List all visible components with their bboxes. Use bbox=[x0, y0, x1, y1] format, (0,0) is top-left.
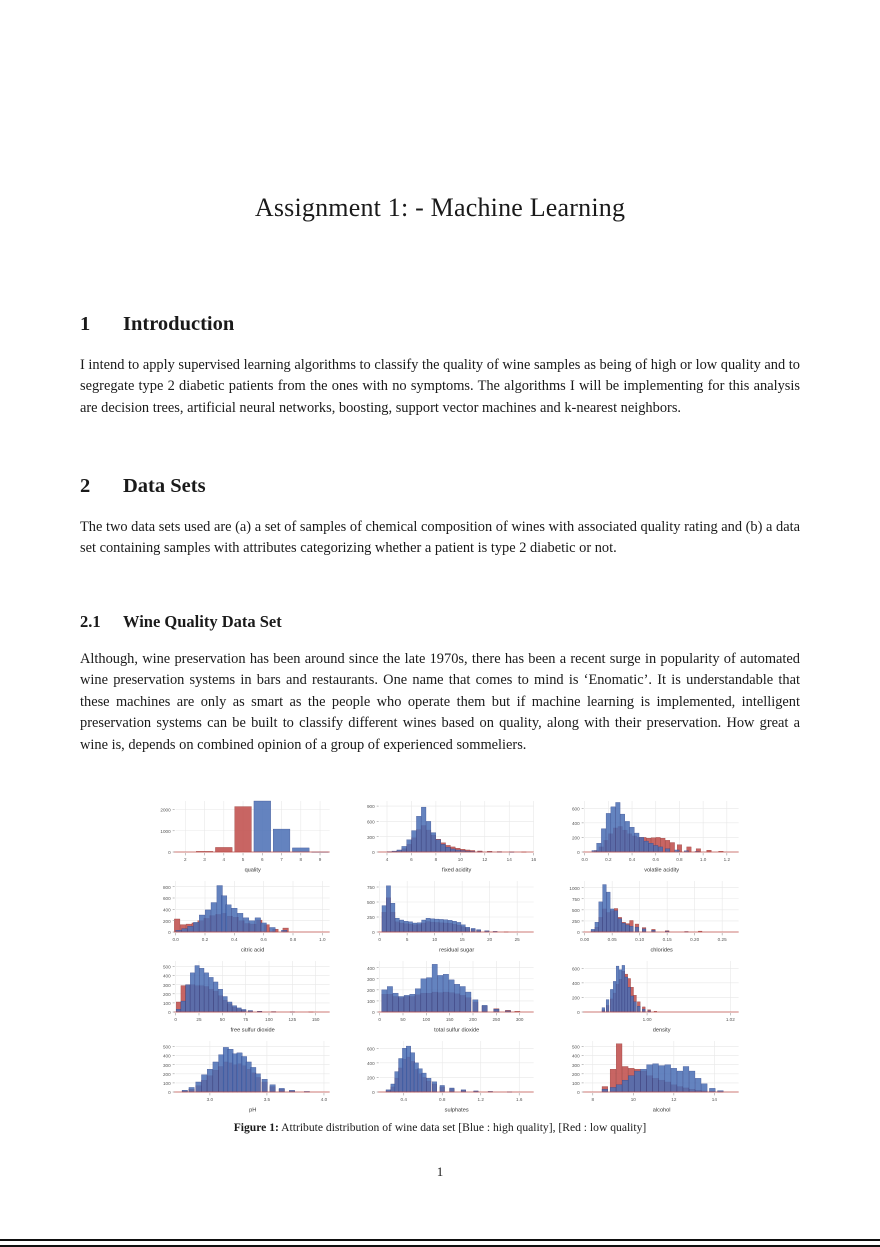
svg-text:10: 10 bbox=[630, 1097, 636, 1103]
svg-text:0: 0 bbox=[378, 937, 382, 943]
page-title: Assignment 1: - Machine Learning bbox=[254, 193, 626, 222]
chart-pH bbox=[135, 1035, 336, 1114]
svg-text:0.0: 0.0 bbox=[172, 937, 179, 943]
svg-text:100: 100 bbox=[422, 1017, 431, 1023]
page-number: 1 bbox=[436, 1164, 444, 1179]
footer-rule-top bbox=[0, 1239, 880, 1241]
svg-text:0.25: 0.25 bbox=[717, 937, 727, 943]
svg-text:1.02: 1.02 bbox=[725, 1017, 735, 1023]
svg-text:1.0: 1.0 bbox=[319, 937, 326, 943]
svg-text:fixed acidity: fixed acidity bbox=[442, 867, 472, 874]
svg-text:0: 0 bbox=[168, 850, 171, 856]
section-number-2-1: 2.1 bbox=[80, 612, 101, 631]
svg-text:2000: 2000 bbox=[160, 807, 171, 813]
svg-text:12: 12 bbox=[482, 857, 488, 863]
svg-text:0: 0 bbox=[372, 930, 375, 936]
svg-text:3.5: 3.5 bbox=[263, 1097, 271, 1103]
svg-text:600: 600 bbox=[162, 896, 171, 902]
svg-text:125: 125 bbox=[288, 1017, 297, 1023]
chart-citric-acid bbox=[135, 875, 336, 954]
svg-text:0: 0 bbox=[378, 1017, 382, 1023]
figure-caption-text: Attribute distribution of wine data set [Blue : high quality], [Red : low quality] bbox=[281, 1121, 647, 1134]
svg-text:0.4: 0.4 bbox=[231, 937, 238, 943]
section-title-2-1: Wine Quality Data Set bbox=[123, 612, 282, 631]
svg-text:100: 100 bbox=[162, 1000, 171, 1006]
svg-text:200: 200 bbox=[571, 995, 580, 1001]
svg-text:300: 300 bbox=[516, 1017, 524, 1023]
svg-text:0.4: 0.4 bbox=[400, 1097, 408, 1103]
svg-text:0.2: 0.2 bbox=[201, 937, 209, 943]
svg-text:14: 14 bbox=[711, 1097, 717, 1103]
svg-text:500: 500 bbox=[571, 1044, 580, 1050]
svg-text:400: 400 bbox=[571, 1053, 580, 1059]
svg-text:250: 250 bbox=[571, 919, 580, 925]
svg-text:2: 2 bbox=[184, 857, 187, 863]
section-heading-2-1 bbox=[80, 612, 282, 632]
svg-text:200: 200 bbox=[162, 918, 171, 924]
svg-text:citric acid: citric acid bbox=[241, 947, 265, 954]
svg-text:0.8: 0.8 bbox=[289, 937, 297, 943]
svg-text:750: 750 bbox=[367, 885, 375, 891]
chart-sulphates bbox=[339, 1035, 540, 1114]
svg-text:1.2: 1.2 bbox=[477, 1097, 485, 1103]
svg-text:0.6: 0.6 bbox=[260, 937, 267, 943]
svg-text:0: 0 bbox=[168, 930, 171, 936]
svg-text:600: 600 bbox=[571, 966, 580, 972]
section-heading-2 bbox=[80, 475, 206, 498]
svg-text:600: 600 bbox=[367, 1046, 375, 1052]
svg-text:300: 300 bbox=[162, 1062, 171, 1068]
chart-total-sulfur-dioxide bbox=[339, 955, 540, 1034]
svg-text:free sulfur dioxide: free sulfur dioxide bbox=[230, 1027, 275, 1034]
chart-density bbox=[544, 955, 745, 1034]
svg-text:100: 100 bbox=[162, 1080, 171, 1086]
svg-text:100: 100 bbox=[265, 1017, 273, 1023]
section-number-2: 2 bbox=[80, 475, 91, 497]
svg-text:8: 8 bbox=[299, 857, 303, 863]
chart-volatile-acidity bbox=[544, 795, 745, 874]
svg-text:300: 300 bbox=[367, 976, 375, 982]
svg-text:400: 400 bbox=[162, 1053, 171, 1059]
svg-text:25: 25 bbox=[196, 1017, 202, 1023]
svg-text:pH: pH bbox=[249, 1107, 257, 1114]
svg-text:4: 4 bbox=[386, 857, 389, 863]
svg-text:10: 10 bbox=[458, 857, 464, 863]
svg-text:150: 150 bbox=[446, 1017, 454, 1023]
svg-text:0.8: 0.8 bbox=[439, 1097, 446, 1103]
svg-text:150: 150 bbox=[311, 1017, 320, 1023]
svg-text:800: 800 bbox=[162, 884, 171, 890]
svg-text:75: 75 bbox=[243, 1017, 249, 1023]
svg-text:0.4: 0.4 bbox=[628, 857, 635, 863]
svg-text:250: 250 bbox=[492, 1017, 501, 1023]
svg-text:500: 500 bbox=[571, 907, 580, 913]
svg-text:0: 0 bbox=[372, 1090, 375, 1096]
svg-text:200: 200 bbox=[162, 991, 171, 997]
svg-text:500: 500 bbox=[367, 900, 375, 906]
svg-text:600: 600 bbox=[367, 819, 375, 825]
svg-text:400: 400 bbox=[571, 980, 580, 986]
svg-text:0: 0 bbox=[372, 1010, 375, 1016]
svg-text:400: 400 bbox=[162, 907, 171, 913]
svg-text:400: 400 bbox=[162, 973, 171, 979]
svg-text:8: 8 bbox=[434, 857, 438, 863]
svg-text:100: 100 bbox=[571, 1080, 580, 1086]
svg-text:750: 750 bbox=[571, 896, 580, 902]
svg-text:5: 5 bbox=[241, 857, 245, 863]
svg-text:8: 8 bbox=[591, 1097, 594, 1103]
svg-text:200: 200 bbox=[367, 1075, 375, 1081]
figure-1 bbox=[135, 795, 745, 1114]
svg-text:200: 200 bbox=[367, 987, 375, 993]
svg-text:400: 400 bbox=[367, 1060, 375, 1066]
svg-text:400: 400 bbox=[367, 965, 375, 971]
svg-text:0: 0 bbox=[168, 1010, 171, 1016]
svg-text:50: 50 bbox=[219, 1017, 225, 1023]
svg-text:0.00: 0.00 bbox=[579, 937, 589, 943]
svg-text:0.10: 0.10 bbox=[634, 937, 644, 943]
chart-grid bbox=[135, 795, 745, 1114]
svg-text:0: 0 bbox=[576, 1090, 580, 1096]
svg-text:100: 100 bbox=[367, 999, 375, 1005]
svg-text:0: 0 bbox=[372, 850, 375, 856]
svg-text:250: 250 bbox=[367, 915, 375, 921]
svg-text:200: 200 bbox=[571, 835, 580, 841]
svg-text:300: 300 bbox=[162, 982, 171, 988]
svg-text:0.05: 0.05 bbox=[607, 937, 617, 943]
svg-text:200: 200 bbox=[469, 1017, 478, 1023]
figure-label: Figure 1: bbox=[233, 1121, 279, 1134]
svg-text:1.6: 1.6 bbox=[516, 1097, 523, 1103]
svg-text:50: 50 bbox=[400, 1017, 406, 1023]
svg-text:25: 25 bbox=[514, 937, 521, 943]
svg-text:300: 300 bbox=[367, 834, 375, 840]
figure-caption bbox=[110, 1120, 770, 1136]
svg-text:residual sugar: residual sugar bbox=[439, 947, 475, 954]
chart-free-sulfur-dioxide bbox=[135, 955, 336, 1034]
svg-text:0.2: 0.2 bbox=[604, 857, 612, 863]
svg-text:0: 0 bbox=[576, 930, 580, 936]
svg-text:6: 6 bbox=[261, 857, 264, 863]
svg-text:900: 900 bbox=[367, 804, 375, 810]
svg-text:0: 0 bbox=[168, 1090, 171, 1096]
section-title-2: Data Sets bbox=[123, 475, 206, 497]
svg-text:0.8: 0.8 bbox=[675, 857, 683, 863]
svg-text:1.00: 1.00 bbox=[642, 1017, 652, 1023]
chart-residual-sugar bbox=[339, 875, 540, 954]
chart-quality bbox=[135, 795, 336, 874]
chart-fixed-acidity bbox=[339, 795, 540, 874]
section-body-1: I intend to apply supervised learning algorithms to classify the quality of wine samples as being of high or low quality and to segregate type 2 diabetic patients from the ones with no symptoms. The algorithms I will be implementing for this analysis are decision trees, artificial neural networks, boosting, support vector machines and k-nearest neighbors. bbox=[80, 357, 800, 416]
svg-text:3: 3 bbox=[203, 857, 206, 863]
svg-text:400: 400 bbox=[571, 820, 580, 826]
section-number-1: 1 bbox=[80, 313, 91, 335]
svg-text:600: 600 bbox=[571, 806, 580, 812]
svg-text:3.0: 3.0 bbox=[206, 1097, 214, 1103]
section-body-2: The two data sets used are (a) a set of samples of chemical composition of wines with associated quality rating and (b) a data set containing samples with attributes categorizing whether a patient is type 2 diabetic or not. bbox=[80, 519, 800, 557]
svg-text:6: 6 bbox=[410, 857, 414, 863]
svg-text:0.20: 0.20 bbox=[689, 937, 699, 943]
svg-text:alcohol: alcohol bbox=[652, 1107, 671, 1114]
svg-text:200: 200 bbox=[162, 1071, 171, 1077]
svg-text:1.0: 1.0 bbox=[699, 857, 706, 863]
svg-text:0: 0 bbox=[174, 1017, 177, 1023]
chart-alcohol bbox=[544, 1035, 745, 1114]
svg-text:300: 300 bbox=[571, 1062, 580, 1068]
section-body-2-1: Although, wine preservation has been around since the late 1970s, there has been a recent surge in popularity of automated wine preservation systems in bars and restaurants. One name that comes to mind is ‘Enomatic’. It is understandable that these machines are only as smart as the people who operate them but if machine learning is implemented, intelligent preservation systems can be built to classify different wines based on quality, along with their preservation. How great a wine is, depends on combined opinion of a group of experienced sommeliers. bbox=[80, 651, 800, 753]
svg-text:15: 15 bbox=[459, 937, 466, 943]
svg-text:7: 7 bbox=[280, 857, 283, 863]
svg-text:5: 5 bbox=[406, 937, 409, 943]
svg-text:chlorides: chlorides bbox=[650, 947, 673, 954]
svg-text:4: 4 bbox=[222, 857, 226, 863]
svg-text:4.0: 4.0 bbox=[320, 1097, 328, 1103]
svg-text:0.6: 0.6 bbox=[652, 857, 659, 863]
section-title-1: Introduction bbox=[123, 313, 235, 335]
svg-text:0: 0 bbox=[576, 1010, 580, 1016]
svg-text:500: 500 bbox=[162, 964, 171, 970]
svg-text:total sulfur dioxide: total sulfur dioxide bbox=[434, 1027, 480, 1034]
svg-text:volatile acidity: volatile acidity bbox=[643, 867, 679, 874]
svg-text:quality: quality bbox=[244, 867, 261, 874]
section-heading-1 bbox=[80, 313, 234, 336]
svg-text:1000: 1000 bbox=[569, 885, 580, 891]
svg-text:1.2: 1.2 bbox=[723, 857, 730, 863]
svg-text:1000: 1000 bbox=[160, 828, 171, 834]
chart-chlorides bbox=[544, 875, 745, 954]
svg-text:9: 9 bbox=[318, 857, 322, 863]
svg-text:14: 14 bbox=[506, 857, 513, 863]
svg-text:0.15: 0.15 bbox=[662, 937, 672, 943]
svg-text:sulphates: sulphates bbox=[445, 1107, 469, 1114]
svg-text:0.0: 0.0 bbox=[581, 857, 588, 863]
svg-text:10: 10 bbox=[432, 937, 438, 943]
svg-text:12: 12 bbox=[670, 1097, 677, 1103]
svg-text:200: 200 bbox=[571, 1071, 580, 1077]
svg-text:500: 500 bbox=[162, 1044, 171, 1050]
svg-text:0: 0 bbox=[576, 850, 580, 856]
svg-text:16: 16 bbox=[531, 857, 537, 863]
svg-text:density: density bbox=[652, 1027, 671, 1034]
svg-text:20: 20 bbox=[487, 937, 493, 943]
